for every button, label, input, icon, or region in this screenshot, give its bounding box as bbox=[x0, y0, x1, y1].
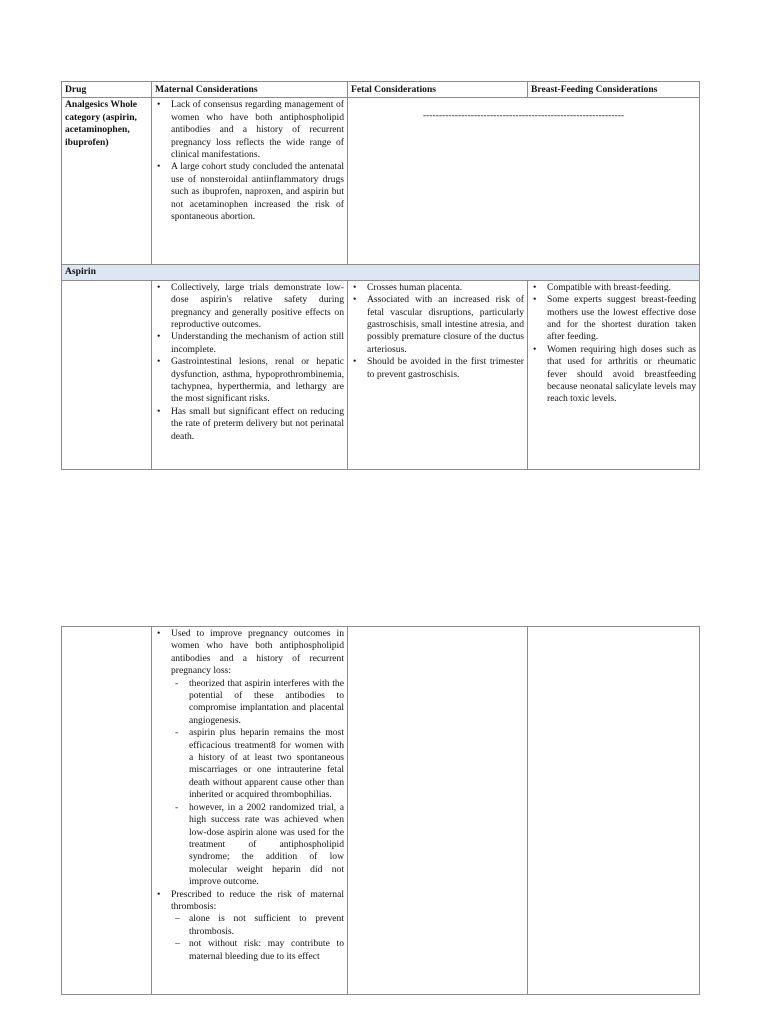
continued-fetal-cell bbox=[348, 627, 528, 995]
list-item: • Some experts suggest breast-feeding mothers use the lowest effective dose and for the shortest duration taken after feeding. bbox=[531, 294, 696, 344]
sub-list-item bbox=[171, 678, 344, 728]
list-item: • Understanding the mechanism of action still incomplete. bbox=[155, 331, 344, 356]
analgesics-row bbox=[62, 98, 700, 265]
list-item: • Gastrointestinal lesions, renal or hepatic dysfunction, asthma, hypoprothrombinemia, tachypnea, hyperthermia, and lethargy are the most significant risks. bbox=[155, 356, 344, 406]
list-item: • Collectively, large trials demonstrate low-dose aspirin's relative safety during pregnancy and generally positive effects on reproductive outcomes. bbox=[155, 282, 344, 332]
aspirin-breast-feeding-cell bbox=[528, 280, 700, 469]
continued-drug-cell bbox=[62, 627, 152, 995]
list-item bbox=[155, 889, 344, 963]
header-drug: Drug bbox=[62, 82, 152, 98]
list-item bbox=[155, 628, 344, 889]
hyphen-marker: - bbox=[175, 801, 179, 813]
list-item: • Compatible with breast-feeding. bbox=[531, 282, 696, 294]
continued-breast-feeding-cell bbox=[528, 627, 700, 995]
analgesics-maternal-cell bbox=[152, 98, 348, 265]
sub-list-item bbox=[171, 913, 344, 938]
sub-list-item-text: not without risk: may contribute to maternal bleeding due to its effect bbox=[189, 938, 344, 962]
list-item: • A large cohort study concluded the antenatal use of nonsteroidal antiinflammatory drugs such as ibuprofen, naproxen, and aspirin but not acetaminophen increased the risk of spontaneous abortion. bbox=[155, 161, 344, 223]
endash-marker: – bbox=[175, 938, 180, 950]
aspirin-row bbox=[62, 280, 700, 469]
sub-list-item-text: theorized that aspirin interferes with the potential of these antibodies to compromise implantation and placental angiogenesis. bbox=[189, 677, 344, 726]
aspirin-continued-row bbox=[62, 627, 700, 995]
drug-table bbox=[61, 81, 700, 470]
header-maternal: Maternal Considerations bbox=[152, 82, 348, 98]
hyphen-marker: - bbox=[175, 677, 179, 689]
sub-list-item-text: aspirin plus heparin remains the most efficacious treatment8 for women with a history of at least two spontaneous miscarriages or one intrauterine fetal death without apparent cause other than inherited or acquired thrombophilias. bbox=[189, 727, 344, 801]
continued-maternal-cell bbox=[152, 627, 348, 995]
sub-list-item-text: however, in a 2002 randomized trial, a high success rate was achieved when low-dose aspirin alone was used for the treatment of antiphospholipid syndrome; the addition of low molecular weight heparin did not improve outcome. bbox=[189, 801, 344, 888]
aspirin-fetal-cell bbox=[348, 280, 528, 469]
aspirin-drug-cell bbox=[62, 280, 152, 469]
list-item: • Women requiring high doses such as that used for arthritis or rheumatic fever should avoid breastfeeding because neonatal salicylate levels may reach toxic levels. bbox=[531, 344, 696, 406]
section-title-aspirin: Aspirin bbox=[62, 265, 700, 280]
list-item: • Lack of consensus regarding management of women who have both antiphospholipid antibodies and a history of recurrent pregnancy loss reflects the wide range of clinical manifestations. bbox=[155, 99, 344, 161]
list-item-text: Prescribed to reduce the risk of maternal thrombosis: bbox=[171, 888, 344, 912]
header-fetal: Fetal Considerations bbox=[348, 82, 528, 98]
list-item: • Crosses human placenta. bbox=[351, 282, 524, 294]
list-item: • Associated with an increased risk of fetal vascular disruptions, particularly gastroschisis, small intestine atresia, and possibly premature closure of the ductus arteriosus. bbox=[351, 294, 524, 356]
aspirin-maternal-cell bbox=[152, 280, 348, 469]
sub-list-item-text: alone is not sufficient to prevent thrombosis. bbox=[189, 913, 344, 937]
endash-marker: – bbox=[175, 913, 180, 925]
drug-name-analgesics: Analgesics Whole category (aspirin, acetaminophen, ibuprofen) bbox=[62, 98, 152, 265]
list-item: • Has small but significant effect on reducing the rate of preterm delivery but not perinatal death. bbox=[155, 406, 344, 443]
section-row-aspirin bbox=[62, 265, 700, 280]
sub-list-item bbox=[171, 802, 344, 889]
header-breast-feeding: Breast-Feeding Considerations bbox=[528, 82, 700, 98]
list-item: • Should be avoided in the first trimester to prevent gastroschisis. bbox=[351, 356, 524, 381]
header-row bbox=[62, 82, 700, 98]
drug-table-continued bbox=[61, 626, 700, 995]
analgesics-fetal-breast-cell: --------------------------------------------------------------- bbox=[348, 98, 700, 265]
sub-list-item bbox=[171, 727, 344, 801]
hyphen-marker: - bbox=[175, 727, 179, 739]
sub-list-item bbox=[171, 938, 344, 963]
list-item-text: Used to improve pregnancy outcomes in women who have both antiphospholipid antibodies and a history of recurrent pregnancy loss: bbox=[171, 628, 344, 677]
